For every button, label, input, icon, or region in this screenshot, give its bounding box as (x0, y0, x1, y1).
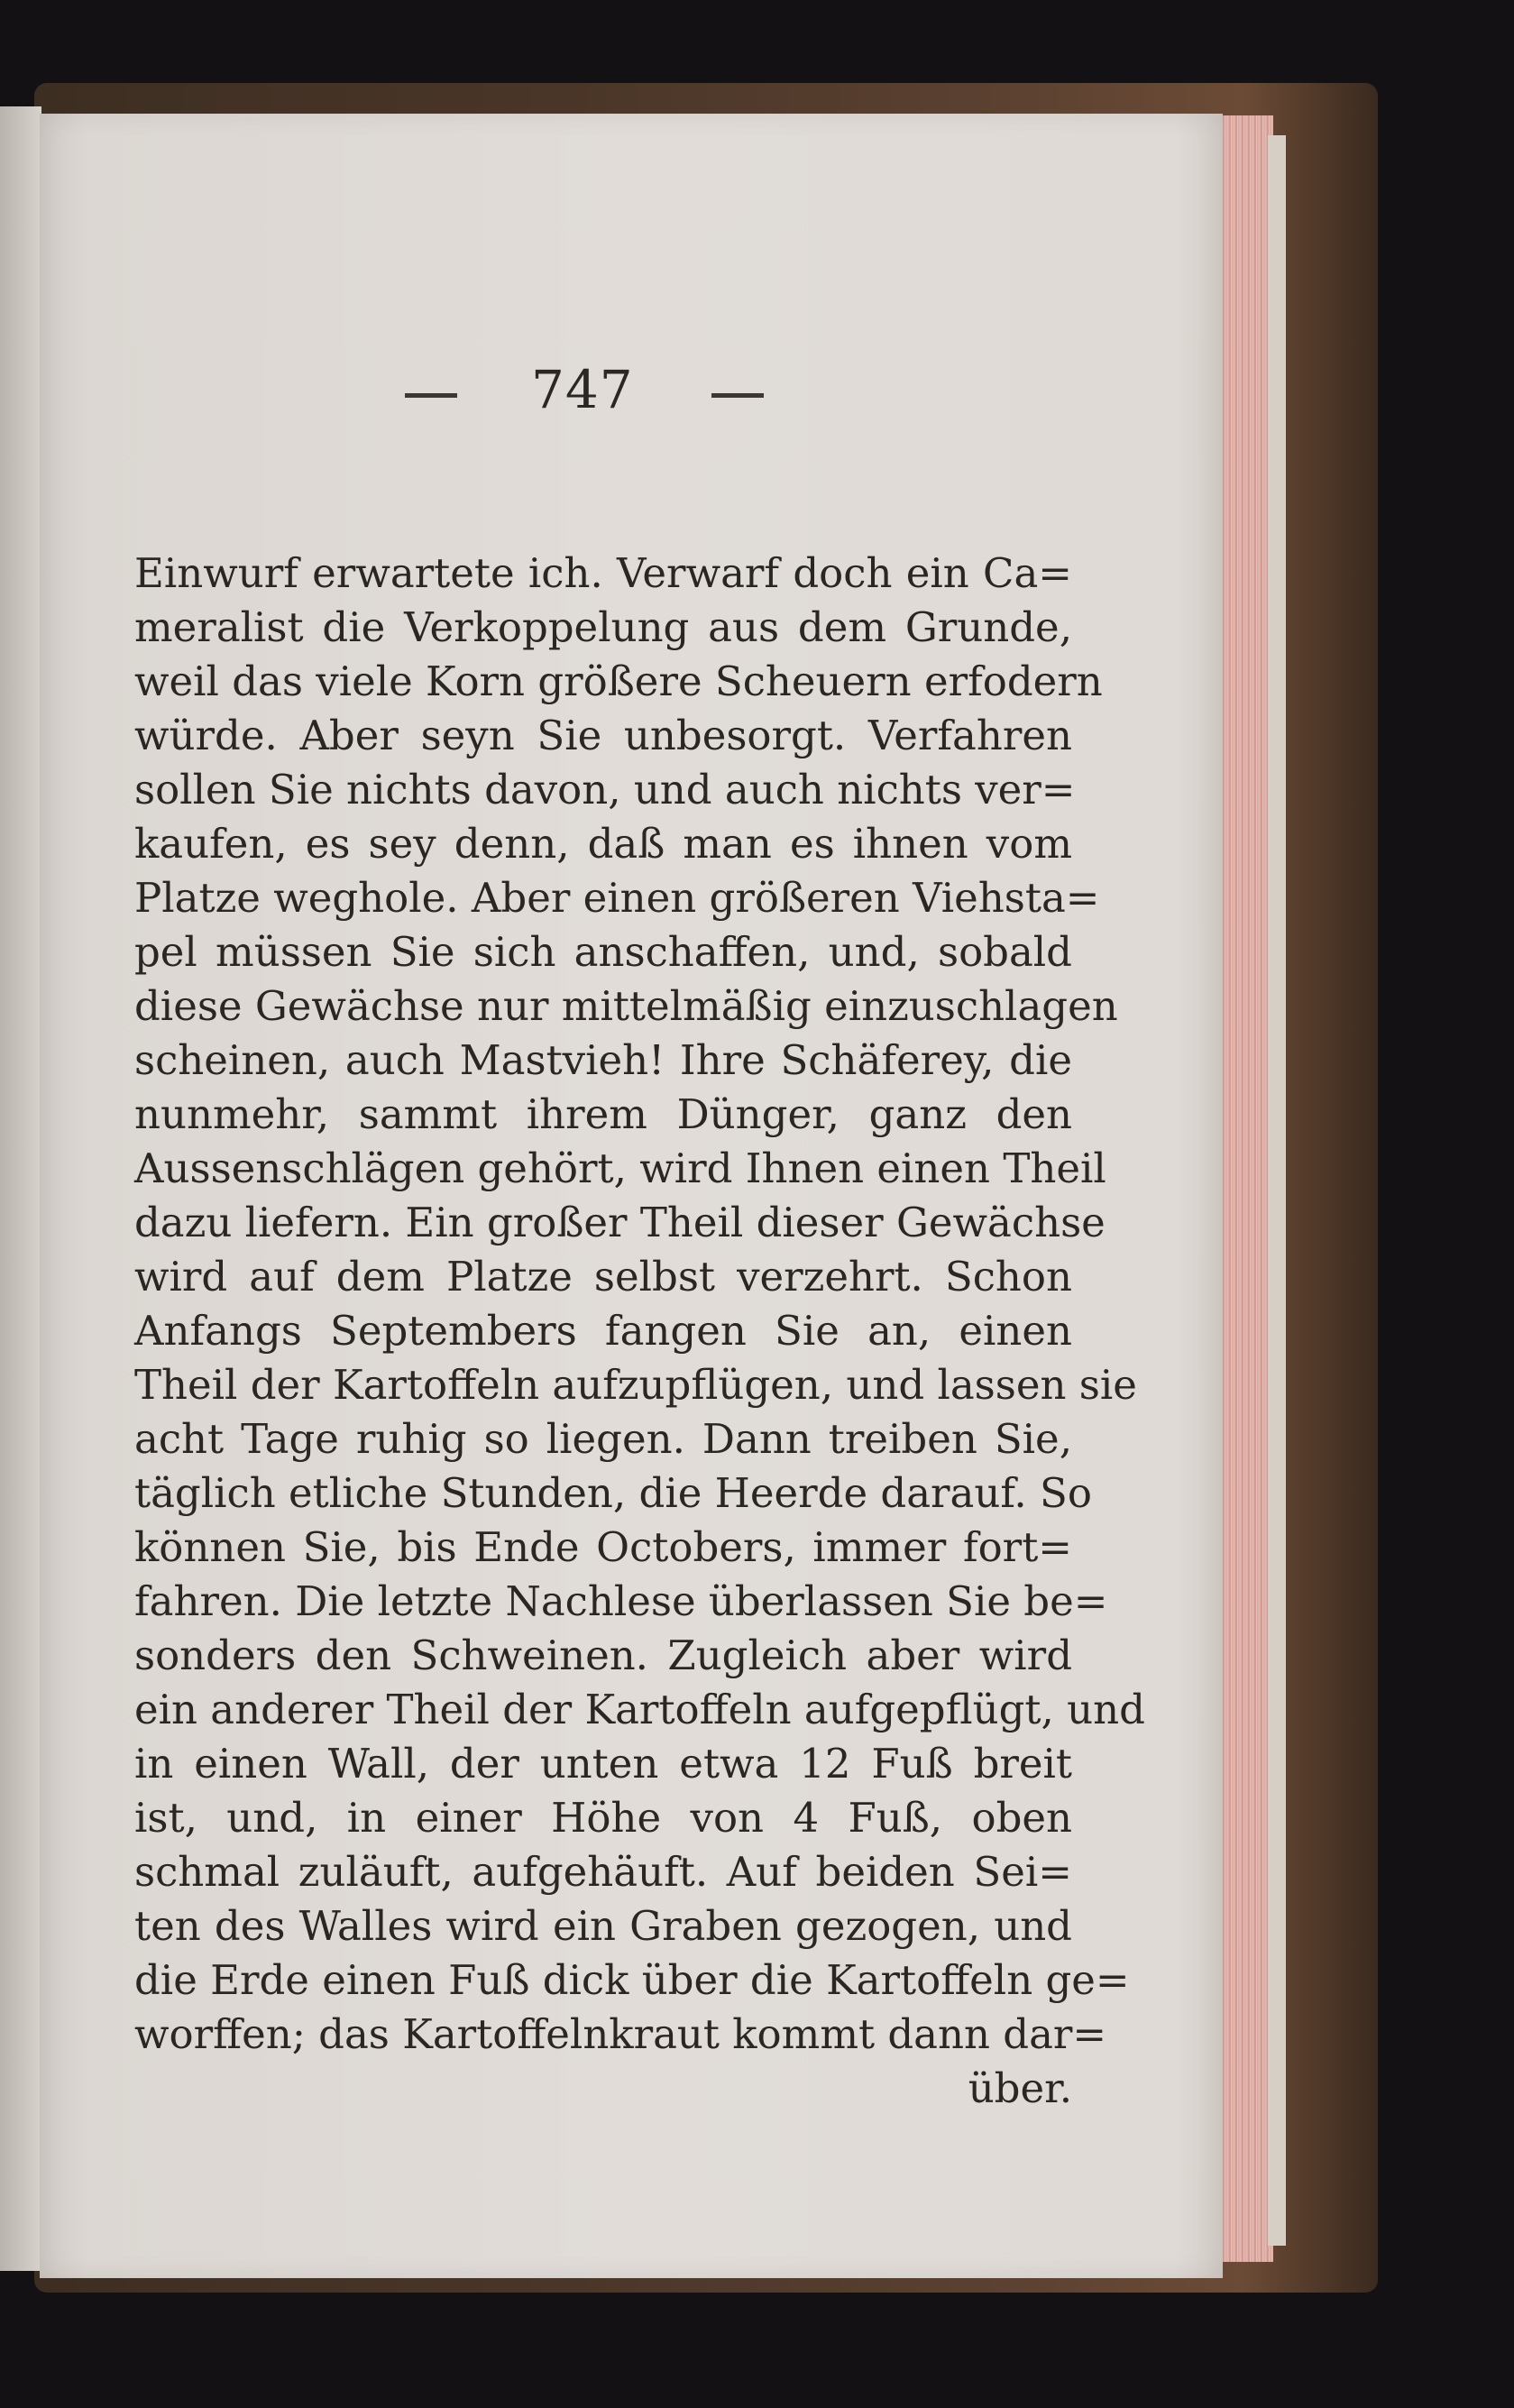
body-text (134, 547, 1145, 2116)
text-line: wird auf dem Platze selbst verzehrt. Schon (134, 1253, 1072, 1301)
text-line: dazu liefern. Ein großer Theil dieser Gewächse (134, 1199, 1106, 1246)
text-line: nunmehr, sammt ihrem Dünger, ganz den (134, 1090, 1072, 1138)
text-line: Platze weghole. Aber einen größeren Viehsta= (134, 874, 1100, 922)
header-dash-left (405, 393, 457, 398)
text-line: in einen Wall, der unten etwa 12 Fuß breit (134, 1740, 1072, 1788)
text-line: würde. Aber seyn Sie unbesorgt. Verfahren (134, 712, 1072, 759)
text-line: ein anderer Theil der Kartoffeln aufgepflügt, und (134, 1686, 1145, 1733)
text-line: acht Tage ruhig so liegen. Dann treiben Sie, (134, 1415, 1072, 1463)
text-line: schmal zuläuft, aufgehäuft. Auf beiden Sei= (134, 1848, 1072, 1896)
text-line: pel müssen Sie sich anschaffen, und, sobald (134, 928, 1072, 976)
text-line: scheinen, auch Mastvieh! Ihre Schäferey, die (134, 1036, 1072, 1084)
header-dash-right (711, 393, 764, 398)
page-edges (1219, 115, 1273, 2262)
text-line: Aussenschlägen gehört, wird Ihnen einen Theil (134, 1144, 1106, 1192)
text-line: ist, und, in einer Höhe von 4 Fuß, oben (134, 1794, 1072, 1842)
text-line: fahren. Die letzte Nachlese überlassen Sie be= (134, 1577, 1108, 1625)
text-line: meralist die Verkoppelung aus dem Grunde, (134, 603, 1072, 651)
text-line: sollen Sie nichts davon, und auch nichts ver= (134, 766, 1076, 813)
book-page (40, 114, 1223, 2278)
page-edge-rim (1268, 135, 1286, 2246)
text-line: die Erde einen Fuß dick über die Kartoffeln ge= (134, 1956, 1130, 2004)
text-line: Theil der Kartoffeln aufzupflügen, und lassen sie (134, 1361, 1137, 1409)
text-line: ten des Walles wird ein Graben gezogen, und (134, 1902, 1072, 1950)
text-line: Anfangs Septembers fangen Sie an, einen (134, 1307, 1072, 1355)
text-line: worffen; das Kartoffelnkraut kommt dann dar= (134, 2010, 1107, 2058)
text-line: täglich etliche Stunden, die Heerde darauf. So (134, 1469, 1092, 1517)
opposite-page-edge (0, 106, 41, 2271)
text-line: Einwurf erwartete ich. Verwarf doch ein Ca= (134, 549, 1072, 597)
text-line: können Sie, bis Ende Octobers, immer fort= (134, 1523, 1072, 1571)
page-header (40, 337, 1223, 446)
text-line: weil das viele Korn größere Scheuern erfodern (134, 657, 1103, 705)
text-line: diese Gewächse nur mittelmäßig einzuschlagen (134, 982, 1118, 1030)
text-line: sonders den Schweinen. Zugleich aber wird (134, 1631, 1072, 1679)
text-line: kaufen, es sey denn, daß man es ihnen vom (134, 820, 1072, 868)
text-line: über. (968, 2064, 1072, 2112)
page-number: 747 (531, 359, 634, 420)
